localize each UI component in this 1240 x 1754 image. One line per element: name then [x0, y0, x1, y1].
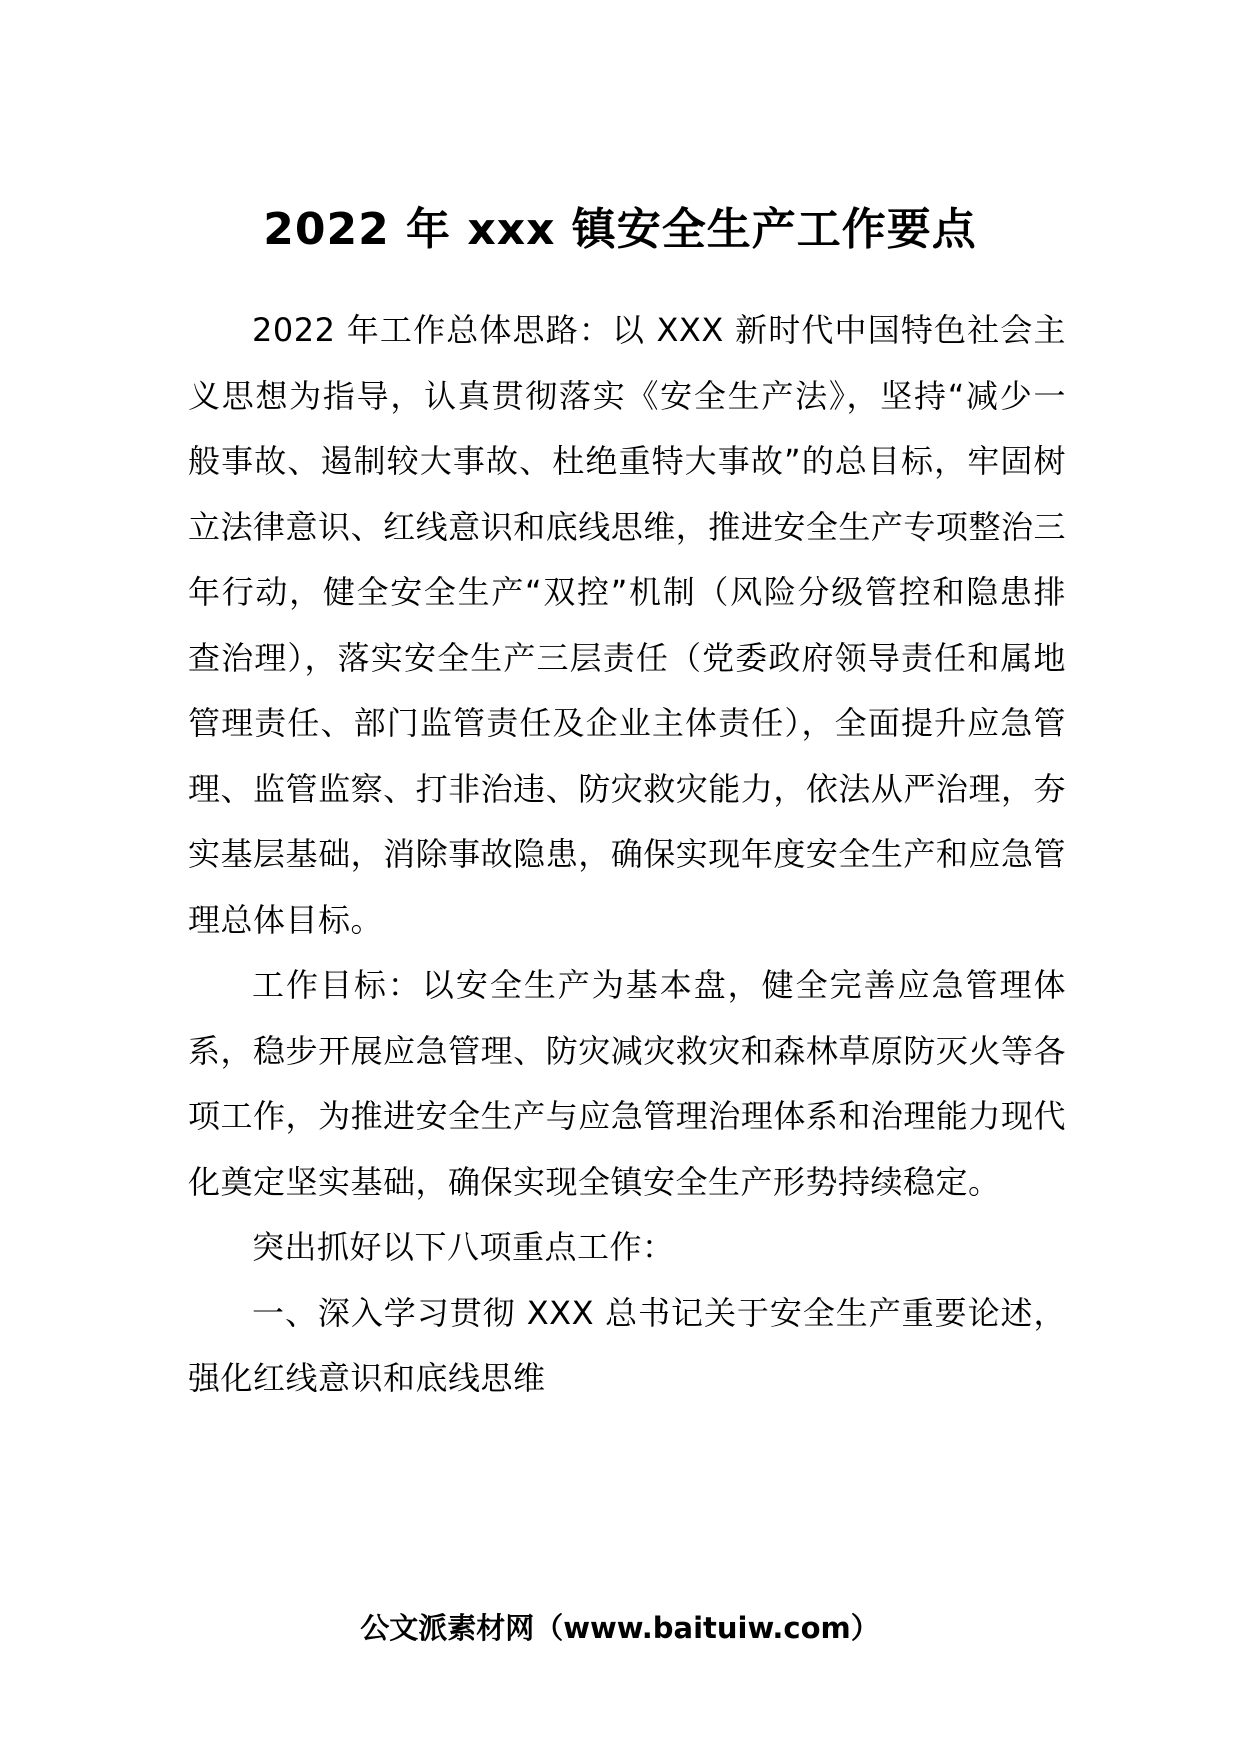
- paragraph-overall-approach: 2022 年工作总体思路：以 XXX 新时代中国特色社会主义思想为指导，认真贯彻落实《安全生产法》，坚持“减少一般事故、遏制较大事故、杜绝重特大事故”的总目标，牢固树立法律意识、红线意识和底线思维，推进安全生产专项整治三年行动，健全安全生产“双控”机制（风险分级管控和隐患排查治理），落实安全生产三层责任（党委政府领导责任和属地管理责任、部门监管责任及企业主体责任），全面提升应急管理、监管监察、打非治违、防灾救灾能力，依法从严治理，夯实基层基础，消除事故隐患，确保实现年度安全生产和应急管理总体目标。: [188, 311, 1066, 939]
- document-title: 2022 年 xxx 镇安全生产工作要点: [263, 204, 977, 255]
- document-body: [188, 298, 1066, 1412]
- paragraph-key-tasks-intro: 突出抓好以下八项重点工作：: [252, 1228, 675, 1266]
- source-footer: 公文派素材网（www.baituiw.com）: [360, 1611, 880, 1645]
- paragraph-section-one-heading: 一、深入学习贯彻 XXX 总书记关于安全生产重要论述，强化红线意识和底线思维: [188, 1293, 1066, 1397]
- paragraph-work-goals: 工作目标：以安全生产为基本盘，健全完善应急管理体系，稳步开展应急管理、防灾减灾救灾和森林草原防灭火等各项工作，为推进安全生产与应急管理治理体系和治理能力现代化奠定坚实基础，确保实现全镇安全生产形势持续稳定。: [188, 966, 1066, 1201]
